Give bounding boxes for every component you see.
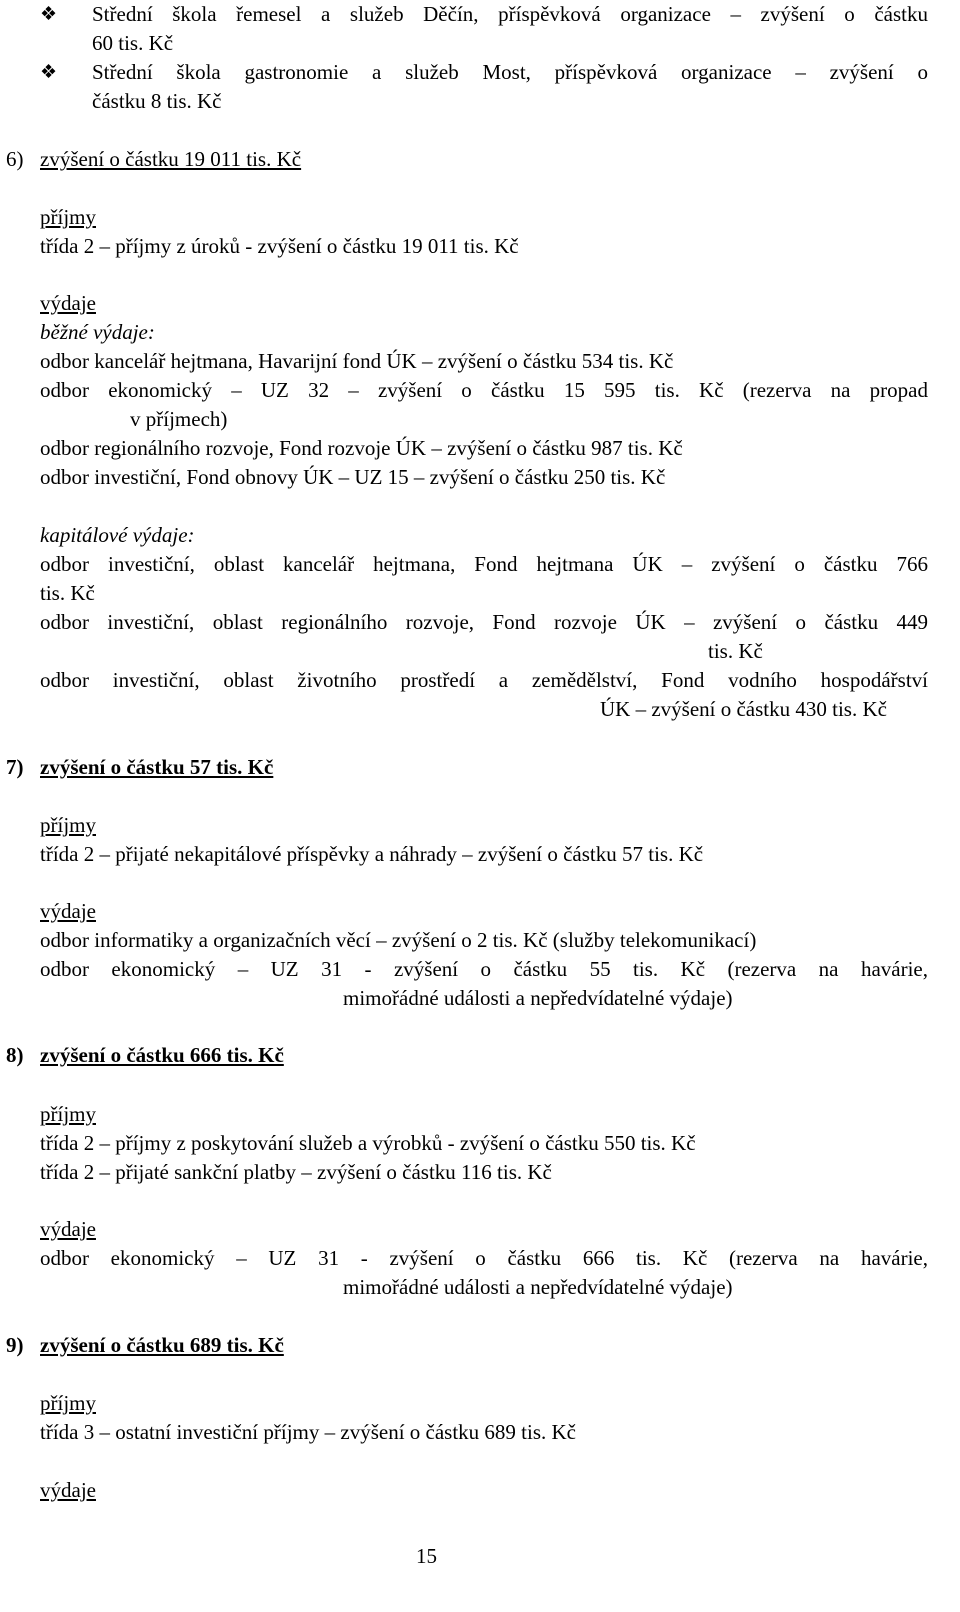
income-label: příjmy [40, 205, 96, 229]
current-expenses-label: běžné výdaje: [40, 320, 155, 344]
expense-line: tis. Kč [708, 639, 763, 663]
expense-line: odbor ekonomický – UZ 31 - zvýšení o částku 55 tis. Kč (rezerva na havárie, [40, 957, 928, 981]
income-line: třída 2 – příjmy z úroků - zvýšení o částku 19 011 tis. Kč [40, 234, 519, 258]
expense-line: tis. Kč [40, 581, 95, 605]
section-title: zvýšení o částku 57 tis. Kč [40, 755, 274, 779]
expense-line: odbor investiční, oblast životního prostředí a zemědělství, Fond vodního hospodářství [40, 668, 928, 692]
section-number: 8) [6, 1043, 24, 1067]
income-label: příjmy [40, 1391, 96, 1415]
bullet-icon: ❖ [40, 4, 58, 25]
income-label: příjmy [40, 1102, 96, 1126]
section-number: 6) [6, 147, 24, 171]
section-number: 9) [6, 1333, 24, 1357]
expense-line: odbor informatiky a organizačních věcí – zvýšení o 2 tis. Kč (služby telekomunikací) [40, 928, 757, 952]
expense-line: odbor investiční, oblast kancelář hejtmana, Fond hejtmana ÚK – zvýšení o částku 766 [40, 552, 928, 576]
expense-line: odbor regionálního rozvoje, Fond rozvoje ÚK – zvýšení o částku 987 tis. Kč [40, 436, 683, 460]
expense-line: v příjmech) [130, 407, 228, 431]
section-number: 7) [6, 755, 24, 779]
income-line: třída 2 – přijaté sankční platby – zvýšení o částku 116 tis. Kč [40, 1160, 552, 1184]
section-title: zvýšení o částku 19 011 tis. Kč [40, 147, 302, 171]
income-line: třída 2 – přijaté nekapitálové příspěvky a náhrady – zvýšení o částku 57 tis. Kč [40, 842, 704, 866]
expense-line: ÚK – zvýšení o částku 430 tis. Kč [600, 697, 887, 721]
bullet-line: Střední škola gastronomie a služeb Most, příspěvková organizace – zvýšení o [92, 60, 928, 84]
expenses-label: výdaje [40, 1478, 96, 1502]
expenses-label: výdaje [40, 291, 96, 315]
expense-line: mimořádné události a nepředvídatelné výdaje) [343, 986, 733, 1010]
section-title: zvýšení o částku 689 tis. Kč [40, 1333, 284, 1357]
bullet-line: 60 tis. Kč [92, 31, 174, 55]
page-number: 15 [416, 1544, 437, 1568]
expense-line: odbor ekonomický – UZ 32 – zvýšení o částku 15 595 tis. Kč (rezerva na propad [40, 378, 928, 402]
section-title: zvýšení o částku 666 tis. Kč [40, 1043, 284, 1067]
expenses-label: výdaje [40, 899, 96, 923]
bullet-line: částku 8 tis. Kč [92, 89, 222, 113]
expense-line: odbor ekonomický – UZ 31 - zvýšení o částku 666 tis. Kč (rezerva na havárie, [40, 1246, 928, 1270]
expenses-label: výdaje [40, 1217, 96, 1241]
expense-line: odbor investiční, Fond obnovy ÚK – UZ 15 – zvýšení o částku 250 tis. Kč [40, 465, 666, 489]
income-line: třída 3 – ostatní investiční příjmy – zvýšení o částku 689 tis. Kč [40, 1420, 577, 1444]
bullet-icon: ❖ [40, 62, 58, 83]
capital-expenses-label: kapitálové výdaje: [40, 523, 195, 547]
expense-line: odbor kancelář hejtmana, Havarijní fond ÚK – zvýšení o částku 534 tis. Kč [40, 349, 674, 373]
bullet-line: Střední škola řemesel a služeb Děčín, příspěvková organizace – zvýšení o částku [92, 2, 928, 26]
expense-line: mimořádné události a nepředvídatelné výdaje) [343, 1275, 733, 1299]
income-label: příjmy [40, 813, 96, 837]
income-line: třída 2 – příjmy z poskytování služeb a výrobků - zvýšení o částku 550 tis. Kč [40, 1131, 696, 1155]
expense-line: odbor investiční, oblast regionálního rozvoje, Fond rozvoje ÚK – zvýšení o částku 449 [40, 610, 928, 634]
